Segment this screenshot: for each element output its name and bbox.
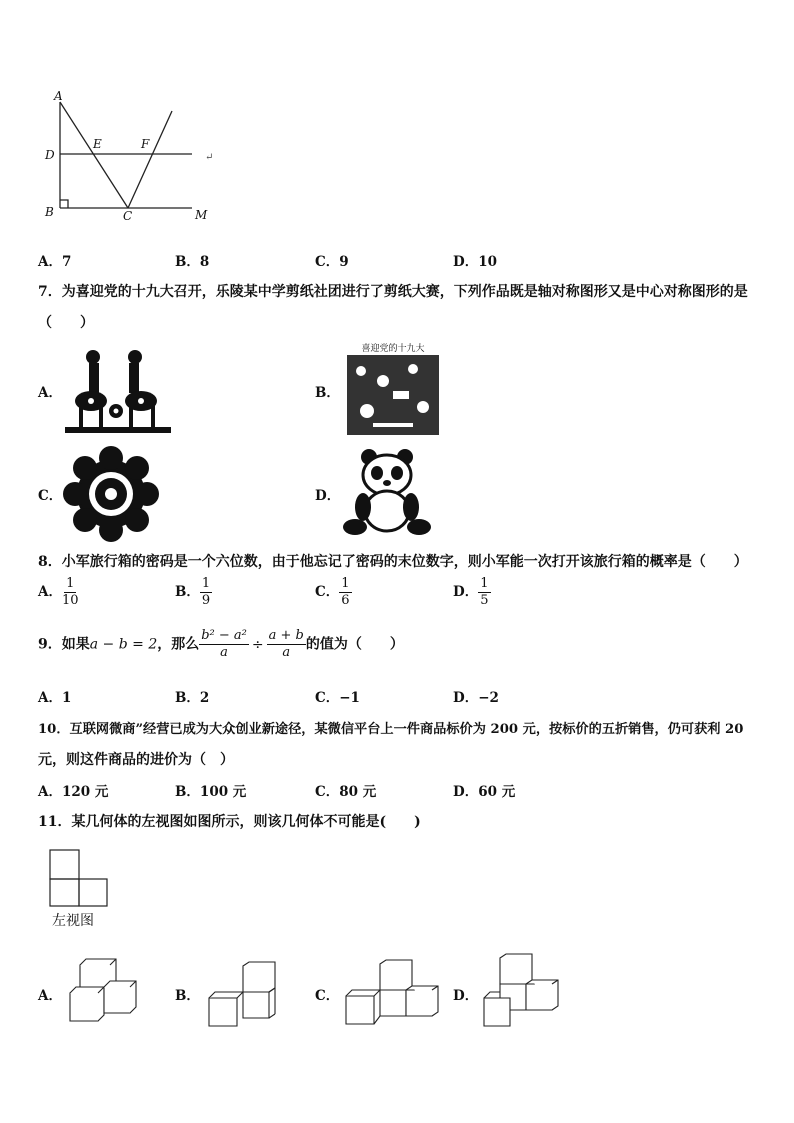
q6-option-a: A．7 (38, 254, 72, 270)
q11-option-d-label: D． (453, 988, 479, 1004)
q11-option-c-cubes (344, 958, 440, 1028)
q11-option-a-cubes (68, 955, 140, 1025)
label-B: B (45, 205, 54, 219)
q9-option-a: A．1 (38, 690, 72, 706)
q6-option-b: B．8 (175, 254, 210, 270)
q11-question: 11．某几何体的左视图如图所示，则该几何体不可能是( ) (38, 814, 421, 830)
q11-option-b-label: B． (175, 988, 200, 1004)
q7-option-d-label: D． (315, 488, 341, 504)
q11-left-view-caption: 左视图 (52, 913, 94, 929)
q8-option-a: A． $\frac{1}{10}$ (38, 576, 79, 608)
q7-option-b-caption: 喜迎党的十九大 (361, 344, 425, 354)
q8-option-b: B． $\frac{1}{9}$ (175, 576, 211, 608)
q7-question-line1: 7．为喜迎党的十九大召开，乐陵某中学剪纸社团进行了剪纸大赛，下列作品既是轴对称图形又是中心对称图形的是 (38, 284, 748, 300)
label-F: F (141, 137, 150, 151)
q8-question: 8．小军旅行箱的密码是一个六位数，由于他忘记了密码的末位数字，则小军能一次打开该旅行箱的概率是（ ） (38, 554, 748, 570)
q7-option-a-label: A． (38, 385, 62, 401)
q7-option-b-papercut-image (343, 341, 443, 437)
q10-option-c: C．80 元 (315, 784, 377, 800)
q9-option-b: B．2 (175, 690, 210, 706)
q10-question-line2: 元，则这件商品的进价为（ ） (38, 752, 234, 768)
q10-option-a: A．120 元 (38, 784, 109, 800)
q6-option-c: C．9 (315, 254, 349, 270)
return-mark: ↵ (205, 152, 214, 163)
label-A: A (54, 89, 63, 103)
q11-option-a-label: A． (38, 988, 62, 1004)
q7-option-c-flower-image (63, 446, 159, 542)
label-D: D (45, 148, 55, 162)
q6-geometry-figure (38, 86, 228, 226)
q7-question-line2: （ ） (38, 315, 94, 331)
q10-option-d: D．60 元 (453, 784, 516, 800)
q11-left-view-figure (48, 848, 110, 908)
label-M: M (195, 208, 208, 222)
q7-option-b-label: B． (315, 385, 340, 401)
q11-option-d-cubes (482, 952, 562, 1030)
q9-question: 9．如果a − b = 2，那么 $\frac{\text{b² − a²}}{a}$ ÷ $\frac{a + b}{a}$ 的值为（ ） (38, 628, 404, 660)
q10-question-line1: 10．互联网微商”经营已成为大众创业新途径，某微信平台上一件商品标价为 200 元，按标价的五折销售，仍可获利 20 (38, 722, 744, 737)
q7-option-a-deer-image (63, 343, 173, 435)
q8-option-d: D． $\frac{1}{5}$ (453, 576, 489, 608)
q7-option-c-label: C． (38, 488, 63, 504)
q11-option-b-cubes (207, 960, 279, 1030)
q11-option-c-label: C． (315, 988, 340, 1004)
q7-option-d-panda-image (341, 447, 433, 537)
q9-option-d: D．−2 (453, 690, 499, 706)
q6-option-d: D．10 (453, 254, 498, 270)
label-C: C (123, 209, 133, 223)
q8-option-c: C． $\frac{1}{6}$ (315, 576, 350, 608)
q10-option-b: B．100 元 (175, 784, 247, 800)
q9-option-c: C．−1 (315, 690, 360, 706)
label-E: E (93, 137, 102, 151)
